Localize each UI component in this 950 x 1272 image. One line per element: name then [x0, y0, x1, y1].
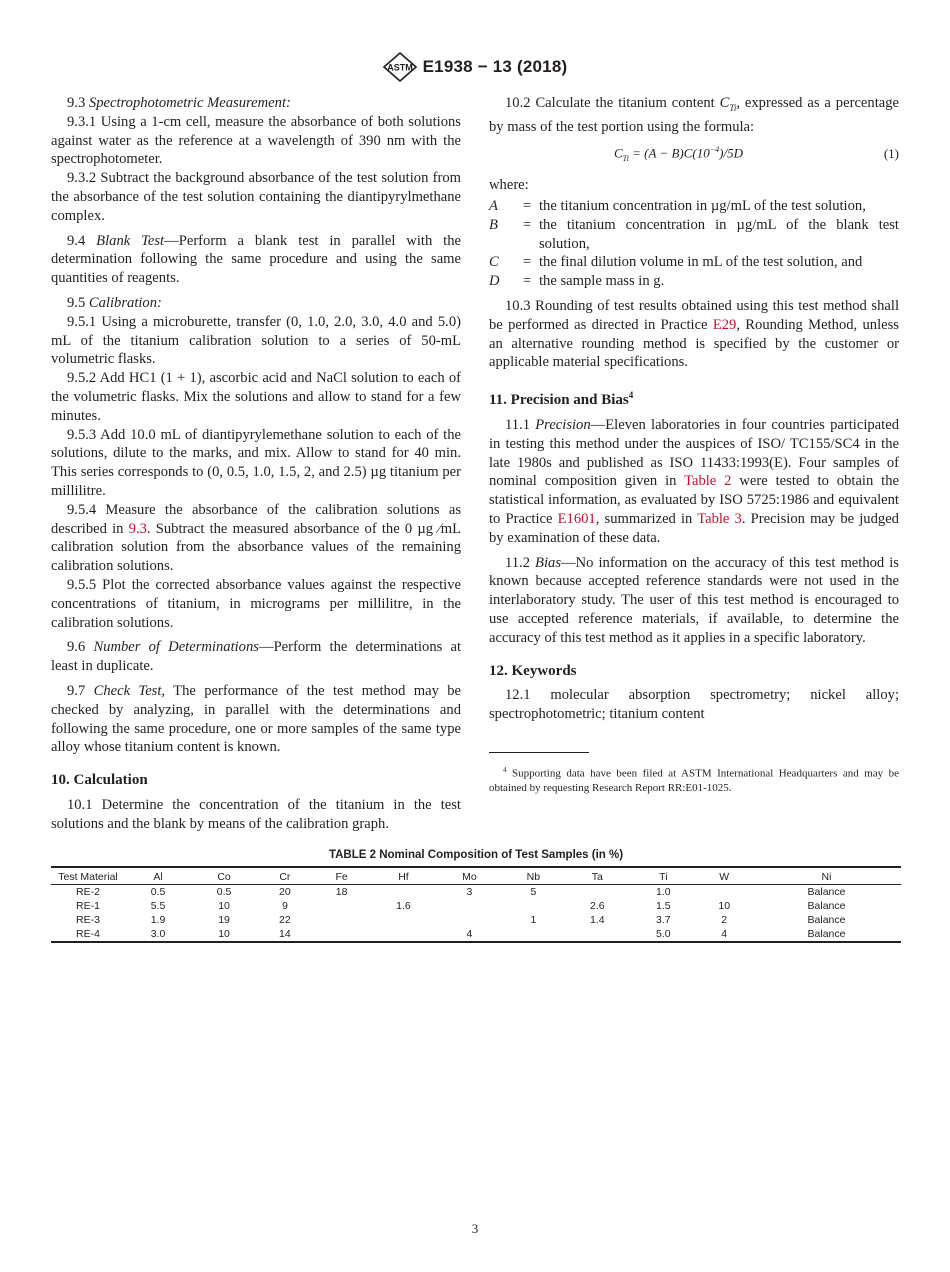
- table-cell: 1.6: [396, 900, 411, 912]
- table-cell: 22: [279, 914, 291, 926]
- table-cell: [313, 927, 371, 942]
- link-table-2[interactable]: Table 2: [684, 473, 732, 490]
- table-cell: 3.7: [656, 914, 671, 926]
- table-2: [51, 849, 901, 943]
- def-text: the final dilution volume in mL of the test solution, and: [539, 254, 863, 271]
- footnote-divider: [489, 752, 589, 753]
- footnote-4: $^4$ Supporting data have been filed at ASTM International Headquarters and may be obtained by requesting Research Report RR:E01-1025.: [489, 765, 899, 795]
- para-10-2: 10.2 Calculate the titanium content $C_{Ti}$, expressed as a percentage by mass of the test portion using the formula:: [489, 95, 899, 135]
- link-e29[interactable]: E29: [712, 316, 737, 333]
- section-10-title: 10. Calculation: [51, 772, 148, 789]
- para-9-5-4: 9.5.4 Measure the absorbance of the calibration solutions as described in 9.3. Subtract the measured absorbance of the 0 µg ⁄mL calibration solution from the absorbance values of the remaining calibration solutions.: [51, 501, 461, 575]
- definition-row: C = the final dilution volume in mL of the test solution, and: [489, 253, 899, 272]
- table-cell: 18: [335, 886, 348, 898]
- formula-expression: $C_{Ti} = (A - B)C(10^{-4})/5D$: [614, 144, 744, 163]
- table-cell: 5.5: [150, 900, 166, 912]
- column-header: Co: [217, 871, 231, 883]
- table-cell: Balance: [807, 914, 846, 926]
- table-title: TABLE 2 Nominal Composition of Test Samples (in %): [328, 849, 624, 861]
- para-9-4: 9.4 Blank Test—Perform a blank test in parallel with the determination following the same procedure and using the same quantities of reagents.: [51, 232, 461, 287]
- table-cell: 1.0: [656, 886, 671, 898]
- table-cell: [696, 885, 752, 900]
- para-10-1: 10.1 Determine the concentration of the titanium in the test solutions and the blank by means of the calibration graph.: [51, 796, 461, 832]
- table-cell: 10: [218, 928, 230, 940]
- definition-row: A = the titanium concentration in µg/mL of the test solution,: [489, 197, 899, 216]
- column-header: Ni: [821, 871, 832, 883]
- table-cell: Balance: [807, 928, 846, 940]
- column-header: Fe: [335, 871, 348, 883]
- table-cell: RE-4: [76, 928, 100, 940]
- table-cell: 20: [279, 886, 291, 898]
- para-9-5-5: 9.5.5 Plot the corrected absorbance values against the respective concentrations of titanium, in micrograms per millilitre, in the calibration solutions.: [51, 576, 461, 631]
- left-column: [51, 94, 461, 833]
- para-9-5-1: 9.5.1 Using a microburette, transfer (0, 1.0, 2.0, 3.0, 4.0 and 5.0) mL of the titanium calibration solution to a series of 50-mL volumetric flasks.: [51, 313, 461, 368]
- definition-row: D = the sample mass in g.: [489, 272, 899, 291]
- table-cell: [502, 927, 564, 942]
- variable-definitions: [489, 197, 899, 291]
- table-cell: [370, 885, 436, 900]
- table-cell: 1.5: [656, 900, 671, 912]
- def-symbol: C: [489, 254, 499, 271]
- table-cell: [436, 899, 502, 913]
- page-header: [0, 52, 950, 82]
- table-cell: 4: [466, 928, 473, 940]
- table-cell: 4: [721, 928, 728, 940]
- page-number: 3: [471, 1221, 479, 1236]
- table-cell: 1.9: [150, 914, 166, 926]
- right-column: [489, 94, 899, 796]
- link-e1601[interactable]: E1601: [557, 510, 596, 527]
- document-id: E1938 − 13 (2018): [422, 57, 568, 76]
- table-cell: 2.6: [590, 900, 605, 912]
- table-row: [51, 899, 901, 913]
- where-label: where:: [489, 177, 529, 194]
- table-cell: [436, 913, 502, 927]
- para-9-5-3: 9.5.3 Add 10.0 mL of diantipyrylemethane solution to each of the solutions, dilute to the marks, and mix. Allow to stand for 40 min. This series corresponds to (0, 0.5, 1.0, 1.5, 2, and 2.5) µg titanium per millilitre.: [51, 426, 461, 499]
- column-header: Ti: [659, 871, 668, 883]
- column-header: Ta: [591, 871, 603, 883]
- table-cell: [370, 927, 436, 942]
- para-9-6: 9.6 Number of Determinations—Perform the determinations at least in duplicate.: [51, 639, 461, 675]
- def-symbol: B: [489, 216, 498, 233]
- column-header: W: [719, 871, 730, 883]
- table-cell: [502, 899, 564, 913]
- para-11-2: 11.2 Bias—No information on the accuracy of this test method is known because accepted reference standards were not used in the interlaboratory study. The user of this test method is encouraged to use accepted reference materials, if available, to determine the accuracy of this test method as it applies in a specific laboratory.: [489, 554, 899, 646]
- table-header-row: [51, 867, 901, 885]
- table-cell: [370, 913, 436, 927]
- column-header: Cr: [279, 871, 291, 883]
- table-row: [51, 913, 901, 927]
- column-header: Mo: [462, 871, 477, 883]
- table-cell: Balance: [807, 900, 846, 912]
- para-9-7: 9.7 Check Test, The performance of the test method may be checked by analyzing, in parallel with the determinations and following the same procedure, one or more samples of the same type alloy whose titanium content is known.: [51, 682, 461, 756]
- def-text: the titanium concentration in µg/mL of the test solution,: [539, 198, 866, 215]
- table-cell: 3: [466, 886, 473, 898]
- table-cell: [564, 927, 630, 942]
- para-11-1: 11.1 Precision—Eleven laboratories in four countries participated in testing this method under the auspices of ISO/ TC155/SC4 in the late 1980s and published as ISO 11433:1993(E). Four samples of nominal composition given in Table 2 were tested to obtain the statistical information, as evaluated by ISO 5725:1986 and equivalent to Practice E1601, summarized in Table 3. Precision may be judged by examination of these data.: [489, 416, 900, 546]
- composition-table: [51, 866, 901, 943]
- link-9-3[interactable]: 9.3: [128, 520, 147, 537]
- table-cell: Balance: [807, 886, 846, 898]
- para-9-5: 9.5 Calibration:: [67, 294, 162, 311]
- table-cell: 1.4: [590, 914, 605, 926]
- definition-row: B = the titanium concentration in µg/mL of the blank test solution,: [489, 216, 899, 252]
- table-cell: 10: [718, 900, 731, 912]
- table-cell: 0.5: [216, 886, 232, 898]
- column-header: Al: [153, 871, 163, 883]
- astm-logo-icon: [383, 52, 417, 82]
- table-cell: RE-3: [76, 914, 100, 926]
- para-9-5-2: 9.5.2 Add HC1 (1 + 1), ascorbic acid and NaCl solution to each of the volumetric flasks. Mix the solutions and allow to stand for a few minutes.: [51, 370, 461, 424]
- table-row: [51, 885, 901, 900]
- table-cell: 3.0: [150, 928, 166, 940]
- section-12-title: 12. Keywords: [489, 662, 577, 679]
- para-9-3: 9.3 Spectrophotometric Measurement:: [67, 95, 291, 111]
- svg-text:ASTM: ASTM: [386, 62, 413, 73]
- table-cell: [564, 885, 630, 900]
- table-cell: 9: [281, 900, 288, 912]
- table-cell: 14: [279, 928, 291, 940]
- section-11-title: 11. Precision and Bias$^4$: [489, 390, 634, 409]
- table-cell: RE-1: [76, 900, 100, 912]
- para-9-3-2: 9.3.2 Subtract the background absorbance of the test solution from the absorbance of the test solution containing the diantipyrylmethane complex.: [51, 170, 461, 224]
- def-text: the sample mass in g.: [539, 273, 665, 290]
- column-header: Nb: [526, 871, 541, 883]
- column-header: Hf: [398, 871, 409, 883]
- para-9-3-1: 9.3.1 Using a 1-cm cell, measure the absorbance of both solutions against water as the reference at a wavelength of 390 nm with the spectrophotometer.: [51, 113, 461, 168]
- table-cell: RE-2: [76, 886, 100, 898]
- table-cell: 1: [530, 914, 537, 926]
- formula-number: (1): [883, 145, 899, 161]
- column-header: Test Material: [58, 871, 118, 883]
- table-row: [51, 927, 901, 942]
- link-table-3[interactable]: Table 3: [697, 510, 742, 527]
- table-cell: 0.5: [150, 886, 166, 898]
- table-cell: 19: [218, 914, 230, 926]
- para-12-1: 12.1 molecular absorption spectrometry; nickel alloy; spectrophotometric; titanium content: [489, 687, 899, 723]
- table-cell: [313, 899, 371, 913]
- table-cell: 10: [218, 900, 230, 912]
- para-10-3: 10.3 Rounding of test results obtained using this test method shall be performed as directed in Practice E29, Rounding Method, unless an alternative rounding method is specified by the customer or applicable material specifications.: [489, 298, 899, 371]
- def-text: the titanium concentration in µg/mL of the blank test solution,: [539, 216, 899, 252]
- table-cell: 2: [721, 914, 728, 926]
- table-cell: [313, 913, 371, 927]
- table-cell: 5: [530, 886, 537, 898]
- table-cell: 5.0: [656, 928, 671, 940]
- def-symbol: D: [489, 273, 500, 290]
- formula-1: [489, 141, 899, 169]
- def-symbol: A: [489, 198, 498, 215]
